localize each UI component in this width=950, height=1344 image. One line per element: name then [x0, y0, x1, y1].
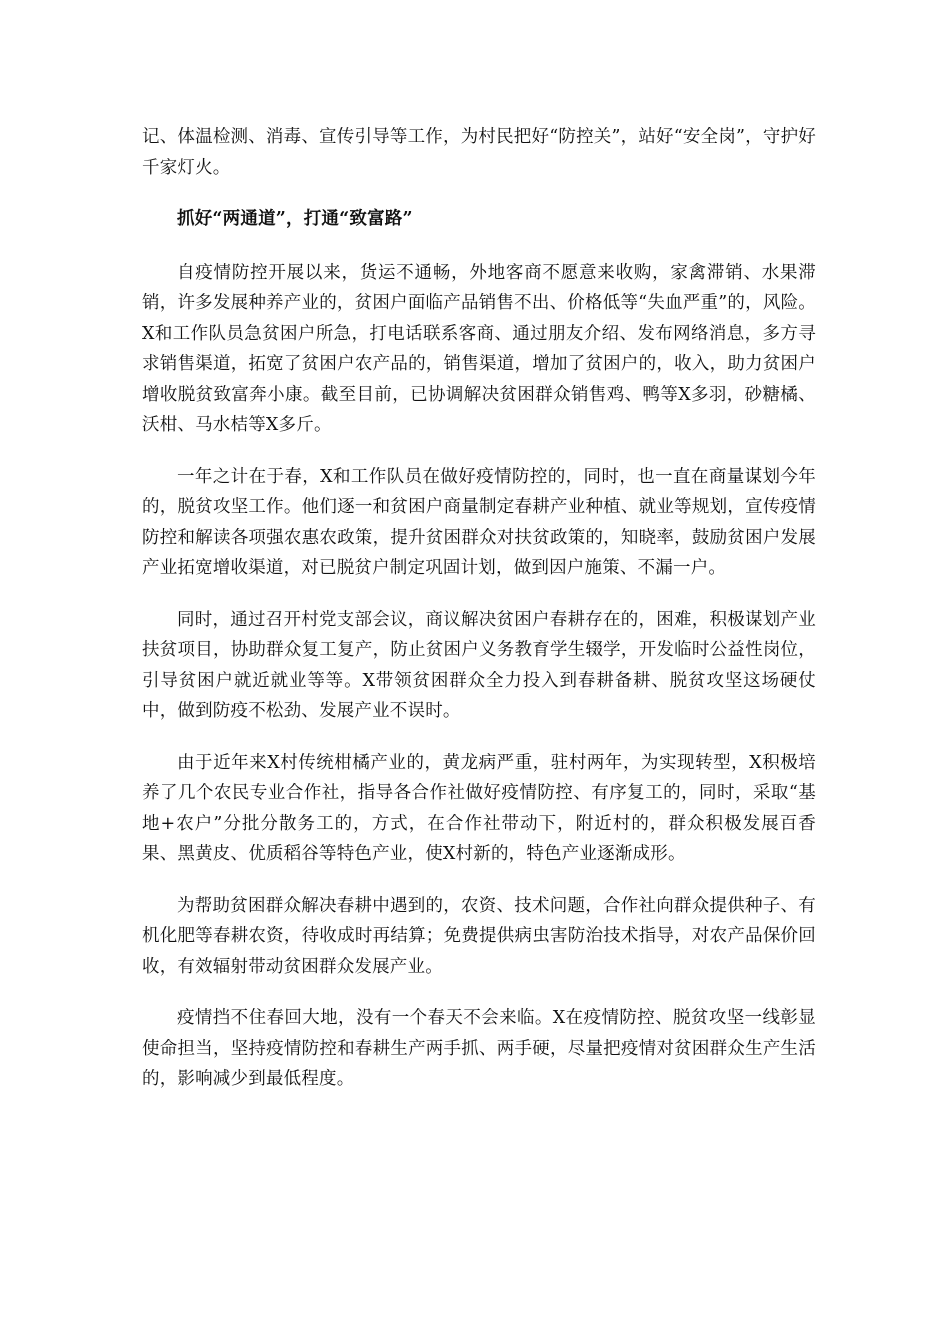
paragraph: 一年之计在于春，X和工作队员在做好疫情防控的，同时，也一直在商量谋划今年的，脱贫攻坚工作。他们逐一和贫困户商量制定春耕产业种植、就业等规划，宣传疫情防控和解读各项强农惠农政策，提升贫困群众对扶贫政策的，知晓率，鼓励贫困户发展产业拓宽增收渠道，对已脱贫户制定巩固计划，做到因户施策、不漏一户。: [142, 466, 816, 578]
paragraph: 自疫情防控开展以来，货运不通畅，外地客商不愿意来收购，家禽滞销、水果滞销，许多发展种养产业的，贫困户面临产品销售不出、价格低等“失血严重”的，风险。X和工作队员急贫困户所急，打电话联系客商、通过朋友介绍、发布网络消息，多方寻求销售渠道，拓宽了贫困户农产品的，销售渠道，增加了贫困户的，收入，助力贫困户增收脱贫致富奔小康。截至目前，已协调解决贫困群众销售鸡、鸭等X多羽，砂糖橘、沃柑、马水桔等X多斤。: [142, 262, 816, 435]
paragraph-continued: 记、体温检测、消毒、宣传引导等工作，为村民把好“防控关”，站好“安全岗”，守护好千家灯火。: [142, 127, 816, 178]
document-body: [142, 122, 816, 1116]
section-heading: 抓好“两通道”，打通“致富路”: [177, 209, 413, 229]
paragraph: 由于近年来X村传统柑橘产业的，黄龙病严重，驻村两年，为实现转型，X积极培养了几个农民专业合作社，指导各合作社做好疫情防控、有序复工的，同时，采取“基地+农户”分批分散务工的，方式，在合作社带动下，附近村的，群众积极发展百香果、黑黄皮、优质稻谷等特色产业，使X村新的，特色产业逐渐成形。: [142, 752, 816, 864]
paragraph: 疫情挡不住春回大地，没有一个春天不会来临。X在疫情防控、脱贫攻坚一线彰显使命担当，坚持疫情防控和春耕生产两手抓、两手硬，尽量把疫情对贫困群众生产生活的，影响减少到最低程度。: [142, 1008, 816, 1089]
paragraph: 同时，通过召开村党支部会议，商议解决贫困户春耕存在的，困难，积极谋划产业扶贫项目，协助群众复工复产，防止贫困户义务教育学生辍学，开发临时公益性岗位，引导贫困户就近就业等等。X带领贫困群众全力投入到春耕备耕、脱贫攻坚这场硬仗中，做到防疫不松劲、发展产业不误时。: [142, 609, 816, 721]
paragraph: 为帮助贫困群众解决春耕中遇到的，农资、技术问题，合作社向群众提供种子、有机化肥等春耕农资，待收成时再结算；免费提供病虫害防治技术指导，对农产品保价回收，有效辐射带动贫困群众发展产业。: [142, 895, 816, 977]
